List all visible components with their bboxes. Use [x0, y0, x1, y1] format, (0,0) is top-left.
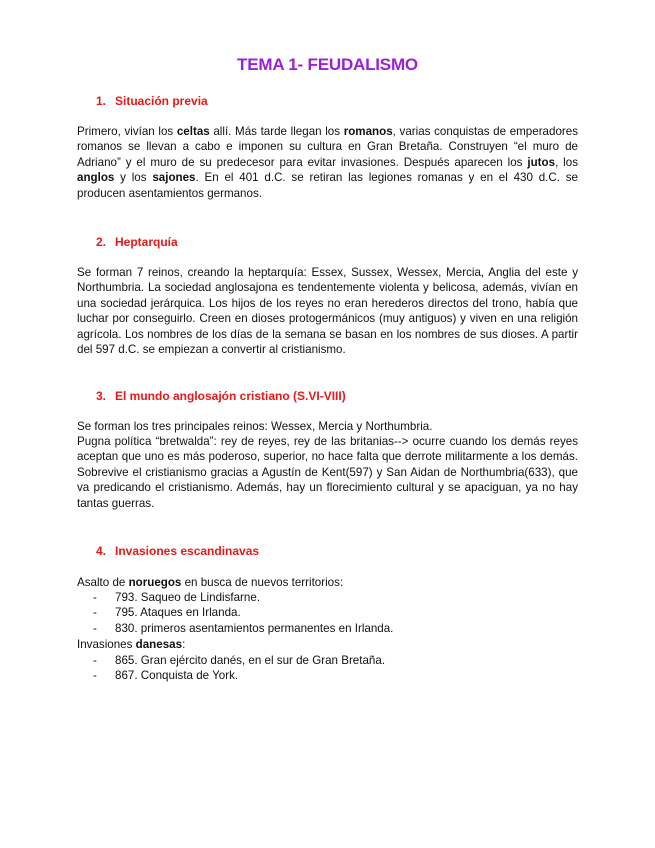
section-heading-3 — [96, 389, 346, 403]
section-number: 4. — [96, 544, 107, 558]
section-number: 3. — [96, 389, 107, 403]
bold-term: romanos — [343, 125, 393, 138]
text-run: Primero, vivían los — [77, 125, 177, 138]
section-heading-1 — [96, 94, 208, 108]
section-heading-2 — [96, 235, 178, 249]
section-heading-4 — [96, 544, 259, 558]
list-item: - 867. Conquista de York. — [93, 668, 385, 683]
noruegos-list — [93, 590, 393, 636]
text-run: Asalto de — [77, 576, 129, 589]
section-number: 1. — [96, 94, 107, 108]
section-title: Heptarquía — [115, 235, 178, 249]
text-run: allí. Más tarde llegan los — [209, 125, 344, 138]
text-run: : — [182, 638, 186, 651]
bold-term: danesas — [135, 638, 183, 651]
text-run: Invasiones — [77, 638, 136, 651]
bold-term: anglos — [77, 171, 115, 185]
bold-term: sajones — [152, 171, 196, 185]
text-run: , varias conquistas de emperadores romanos se llevan a cabo e imponen su cultura en Gran Bretaña. Construyen “el muro de Adriano” y el muro de su predecesor para evitar invasiones. Después aparecen los — [77, 125, 579, 169]
text-run: . En el 401 d.C. se retiran las legiones romanas y en el 430 d.C. se producen asentamientos germanos. — [77, 171, 579, 200]
list-item: - 830. primeros asentamientos permanentes en Irlanda. — [93, 621, 393, 636]
bold-term: jutos — [527, 155, 556, 169]
invasion-intro-noruegos — [77, 575, 343, 590]
section-number: 2. — [96, 235, 107, 249]
bold-term: celtas — [176, 125, 210, 138]
danesas-list — [93, 653, 385, 684]
text-run: en busca de nuevos territorios: — [181, 576, 344, 589]
text-run: , los — [555, 155, 579, 169]
section-1-paragraph — [77, 124, 578, 201]
section-2-paragraph: Se forman 7 reinos, creando la heptarquía: Essex, Sussex, Wessex, Mercia, Anglia del este y Northumbria. La sociedad anglosajona es tendentemente violenta y belicosa, además, vivían en una sociedad jerárquica. Los hijos de los reyes no eran herederos directos del trono, había que luchar por conseguirlo. Creen en dioses protogermánicos (muy antiguos) y viven en una religión agrícola. Los nombres de los días de la semana se basan en los nombres de sus dioses. A partir del 597 d.C. se empiezan a convertir al cristianismo. — [77, 266, 578, 357]
list-item: - 795. Ataques en Irlanda. — [93, 605, 393, 620]
bold-term: noruegos — [128, 576, 182, 589]
section-title: Invasiones escandinavas — [115, 544, 260, 558]
text-run: y los — [114, 171, 153, 185]
section-title: El mundo anglosajón cristiano (S.VI-VIII) — [115, 389, 346, 403]
invasion-intro-danesas — [77, 637, 185, 652]
page-title: TEMA 1- FEUDALISMO — [237, 55, 418, 74]
section-3-line: Se forman los tres principales reinos: Wessex, Mercia y Northumbria. — [77, 420, 433, 433]
section-3-paragraph: Pugna política “bretwalda”: rey de reyes, rey de las britanias--> ocurre cuando los demás reyes aceptan que uno es más poderoso, superior, no hace falta que derrote militarmente a los demás. Sobrevive el cristianismo gracias a Agustín de Kent(597) y San Aidan de Northumbria(633), que va predicando el cristianismo. Además, hay un florecimiento cultural y se apaciguan, ya no hay tantas guerras. — [77, 435, 578, 510]
list-item: - 865. Gran ejército danés, en el sur de Gran Bretaña. — [93, 653, 385, 668]
section-title: Situación previa — [115, 94, 208, 108]
list-item: - 793. Saqueo de Lindisfarne. — [93, 590, 393, 605]
